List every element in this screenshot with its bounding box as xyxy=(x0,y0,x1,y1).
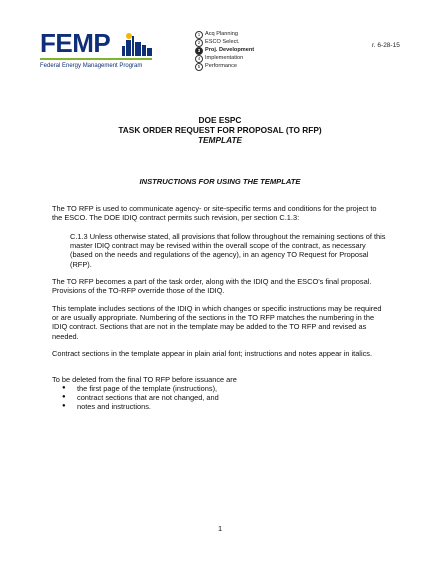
step-2 xyxy=(195,39,254,47)
paragraph-intro: The TO RFP is used to communicate agency- or site-specific terms and conditions for the project to the ESCO. The DOE IDIQ contract permits such revision, per section C.1.3: xyxy=(52,204,377,223)
logo-subtitle: Federal Energy Management Program xyxy=(40,63,143,69)
step-4 xyxy=(195,55,254,63)
step-label: Performance xyxy=(205,63,238,70)
step-label: ESCO Select. xyxy=(205,39,240,46)
femp-logo xyxy=(40,30,160,72)
paragraph-formatting: Contract sections in the template appear in plain arial font; instructions and notes appear in italics. xyxy=(52,349,373,358)
step-label: Acq Planning xyxy=(205,31,238,38)
step-3-current xyxy=(195,47,254,55)
paragraph-task-order: The TO RFP becomes a part of the task order, along with the IDIQ and the ESCO's final proposal. Provisions of the TO-RFP override those of the IDIQ. xyxy=(52,277,372,296)
paragraph-quote-c13: C.1.3 Unless otherwise stated, all provisions that follow throughout the remaining sections of this master IDIQ contract may be revised within the overall scope of the contract, as necessary (based on the needs and regulations of the agency), in an agency TO Request for Proposal (RFP). xyxy=(70,232,386,269)
step-label: Proj. Development xyxy=(205,47,255,54)
logo-underline xyxy=(40,58,152,60)
page-number: 1 xyxy=(217,524,223,533)
title-line-1: DOE ESPC xyxy=(198,115,242,125)
title-line-3: TEMPLATE xyxy=(197,135,243,145)
title-line-2: TASK ORDER REQUEST FOR PROPOSAL (TO RFP) xyxy=(118,125,322,135)
revision-date: r. 6-28-15 xyxy=(372,42,400,49)
building-skyline-icon xyxy=(118,32,158,56)
step-5 xyxy=(195,63,254,71)
paragraph-deletion: To be deleted from the final TO RFP before issuance are xyxy=(52,375,237,384)
paragraph-template-sections: This template includes sections of the IDIQ in which changes or specific instructions may be required or are usually appropriate. Numbering of the sections in the TO RFP matches the numbering in the IDIQ contract. Sections that are not in the template may be added to the TO RFP and revised as needed. xyxy=(52,304,382,341)
list-item: ● the first page of the template (instructions), xyxy=(62,384,219,393)
instructions-heading: INSTRUCTIONS FOR USING THE TEMPLATE xyxy=(139,177,301,186)
step-number: 1 xyxy=(195,31,203,39)
deletion-list xyxy=(62,384,219,412)
step-number: 2 xyxy=(195,39,203,47)
list-item: ● notes and instructions. xyxy=(62,402,219,411)
step-number: 4 xyxy=(195,55,203,63)
step-number: 5 xyxy=(195,63,203,71)
step-label: Implementation xyxy=(205,55,244,62)
process-steps xyxy=(195,31,254,71)
logo-text: FEMP xyxy=(40,28,111,58)
list-item: ● contract sections that are not changed, and xyxy=(62,393,219,402)
step-number: 3 xyxy=(195,47,203,55)
document-title xyxy=(0,115,440,145)
step-1 xyxy=(195,31,254,39)
